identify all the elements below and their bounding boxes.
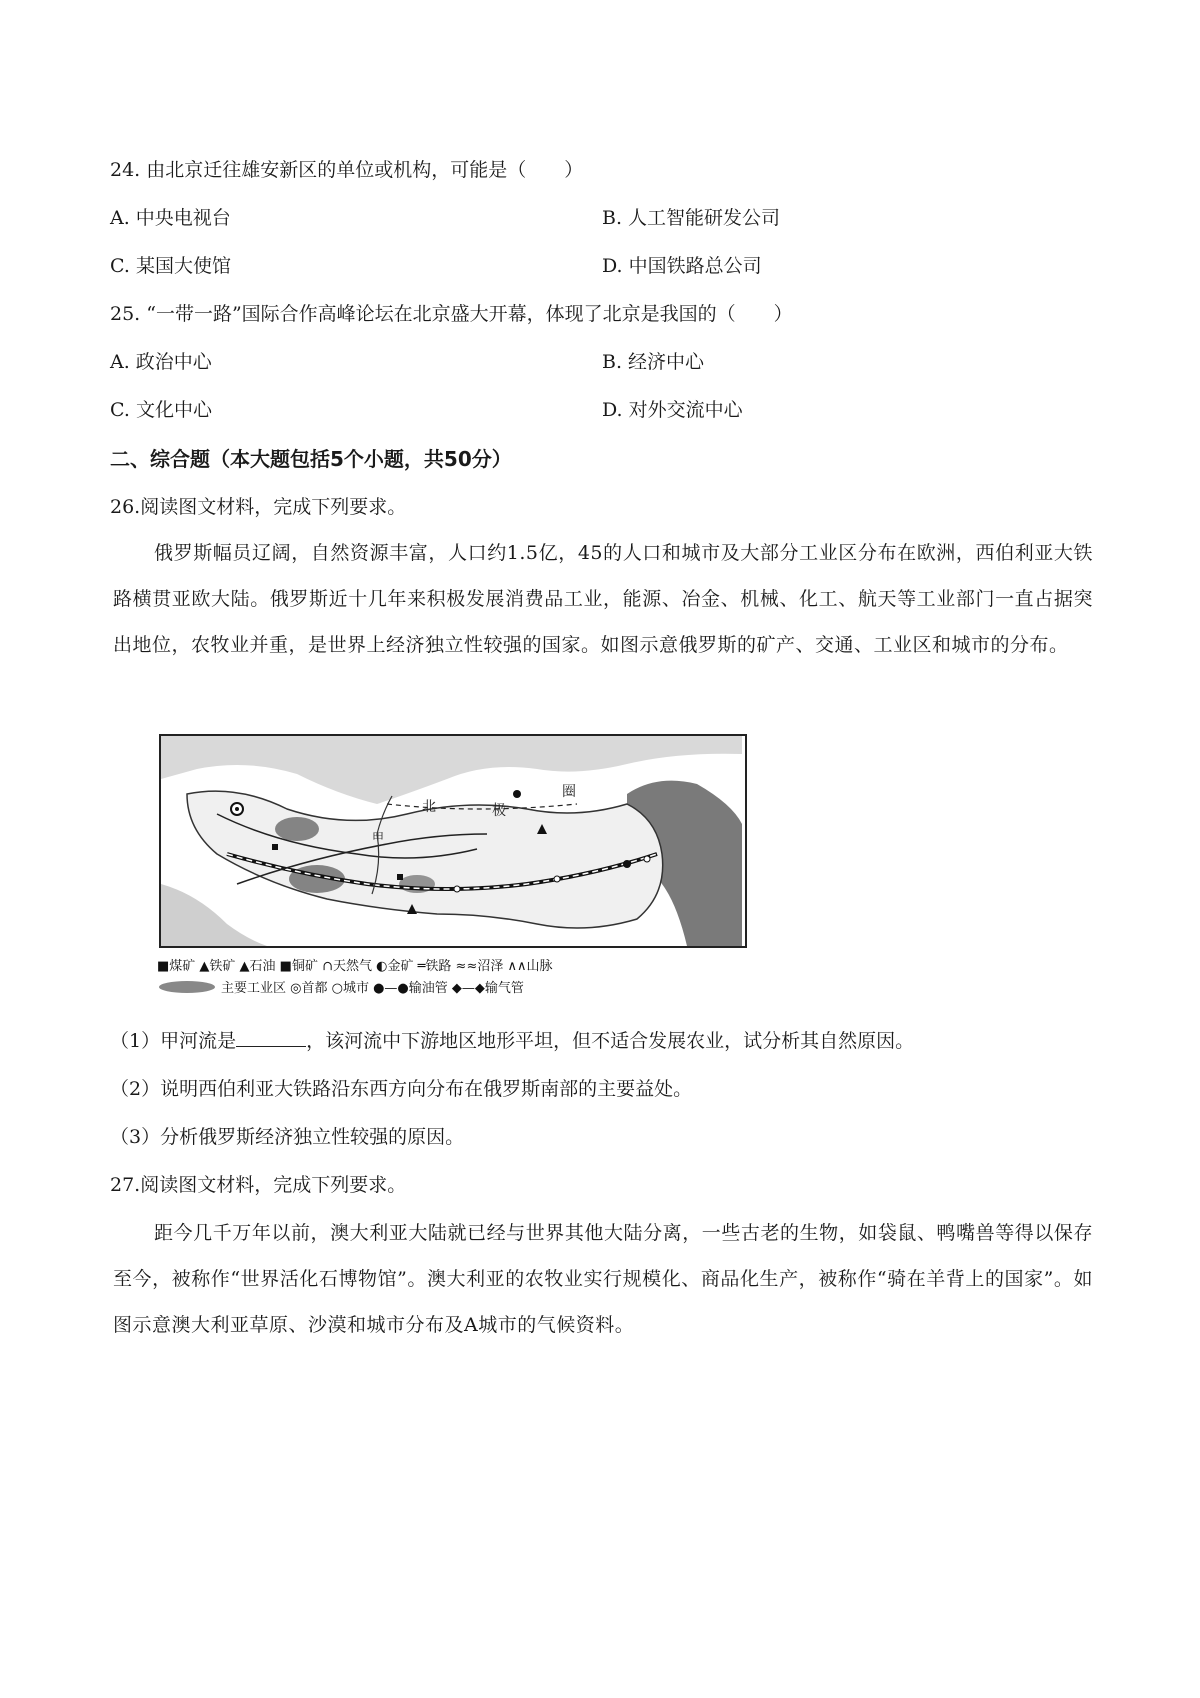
q24-stem: 24. 由北京迁往雄安新区的单位或机构，可能是（ ） [110,159,584,181]
city-symbol [454,886,460,892]
q25-stem: 25. “一带一路”国际合作高峰论坛在北京盛大开幕，体现了北京是我国的（ ） [110,303,793,325]
river-label: 甲 [372,831,385,845]
section-heading: 二、综合题（本大题包括5个小题，共50分） [110,447,512,471]
q26-sub2: （2）说明西伯利亚大铁路沿东西方向分布在俄罗斯南部的主要益处。 [110,1078,693,1100]
q25-option-b: B. 经济中心 [602,351,705,373]
q26-intro: 26.阅读图文材料，完成下列要求。 [110,496,407,518]
q25-option-c: C. 文化中心 [110,399,212,421]
answer-blank[interactable] [236,1028,306,1047]
capital-dot [235,807,239,811]
q26-sub3: （3）分析俄罗斯经济独立性较强的原因。 [110,1126,465,1148]
city-symbol [554,876,560,882]
q27-paragraph: 距今几千万年以前，澳大利亚大陆就已经与世界其他大陆分离，一些古老的生物，如袋鼠、鸭嘴兽等得以保存至今，被称作“世界活化石博物馆”。澳大利亚的农牧业实行规模化、商品化生产，被称作“骑在羊背上的国家”。如图示意澳大利亚草原、沙漠和城市分布及A城市的气候资料。 [113,1222,1093,1336]
arctic-label-3: 圈 [562,784,576,800]
gold-symbol [623,860,631,868]
q26-sub1-prefix: （1）甲河流是 [110,1030,237,1052]
q26-sub1 [110,1028,914,1054]
legend-row-2: 主要工业区 ◎首都 ○城市 ●—●输油管 ◆—◆输气管 [221,981,524,996]
q24-option-a: A. 中央电视台 [110,207,231,229]
arctic-label-2: 极 [492,803,506,819]
coal-symbol [397,874,403,880]
q26-sub1-suffix: ，该河流中下游地区地形平坦，但不适合发展农业，试分析其自然原因。 [306,1030,915,1052]
q25-option-a: A. 政治中心 [110,351,212,373]
arctic-label-1: 北 [422,799,436,815]
legend-industrial-swatch [159,981,215,993]
q24-option-b: B. 人工智能研发公司 [602,207,781,229]
q25-option-d: D. 对外交流中心 [602,399,743,421]
legend-row-1: ■煤矿 ▲铁矿 ▲石油 ■铜矿 ∩天然气 ◐金矿 ═铁路 ≈≈沼泽 ∧∧山脉 [157,959,553,974]
russia-resource-map [157,734,757,996]
coal-symbol [272,844,278,850]
industrial-zone-west [275,817,319,841]
q24-option-c: C. 某国大使馆 [110,255,231,277]
q26-paragraph: 俄罗斯幅员辽阔，自然资源丰富，人口约1.5亿，45的人口和城市及大部分工业区分布在欧洲，西伯利亚大铁路横贯亚欧大陆。俄罗斯近十几年来积极发展消费品工业，能源、冶金、机械、化工、航天等工业部门一直占据突出地位，农牧业并重，是世界上经济独立性较强的国家。如图示意俄罗斯的矿产、交通、工业区和城市的分布。 [113,542,1093,656]
gold-symbol [513,790,521,798]
q24-option-d: D. 中国铁路总公司 [602,255,762,277]
q27-intro: 27.阅读图文材料，完成下列要求。 [110,1174,407,1196]
city-symbol [644,856,650,862]
